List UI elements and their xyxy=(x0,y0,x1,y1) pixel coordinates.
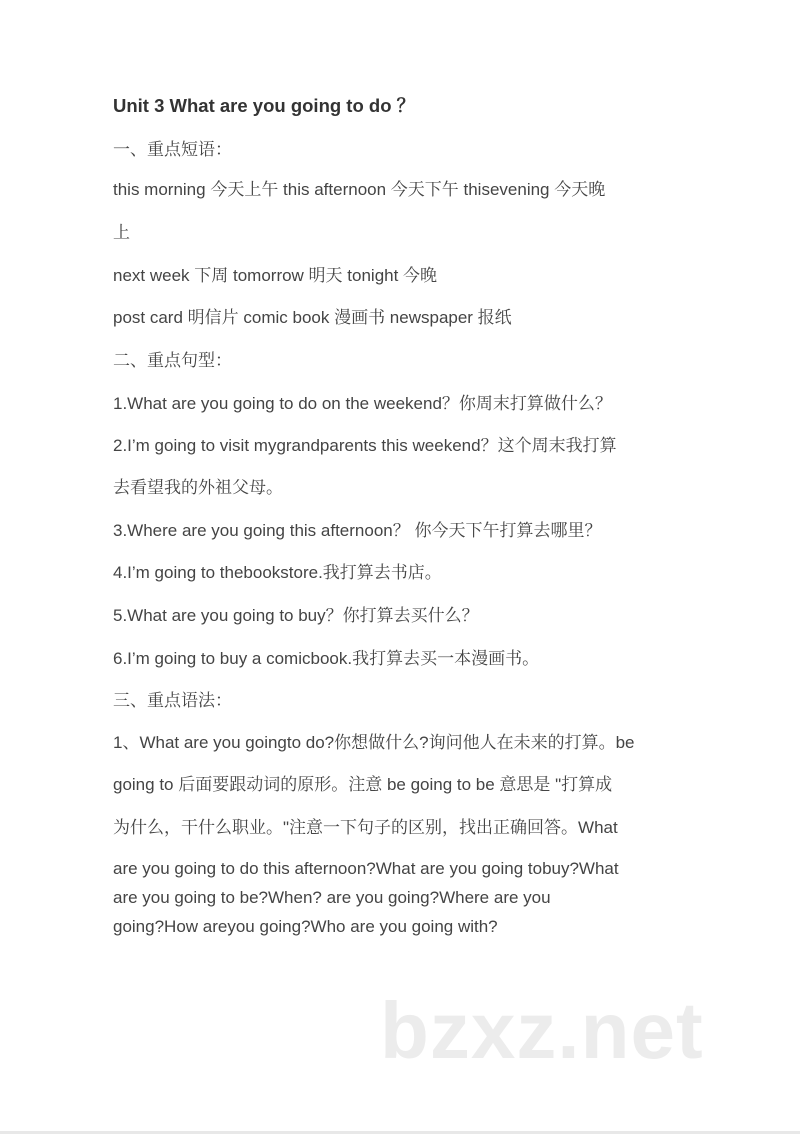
section-heading-grammar: 三、重点语法： xyxy=(113,691,232,710)
phrase-line: next week 下周 tomorrow 明天 tonight 今晚 xyxy=(113,266,438,285)
section-heading-phrases: 一、重点短语： xyxy=(113,140,232,159)
grammar-line: going?How areyou going?Who are you going with? xyxy=(113,917,498,936)
page-title: Unit 3 What are you going to do ？ xyxy=(113,95,416,116)
grammar-line: are you going to do this afternoon?What are you going tobuy?What xyxy=(113,859,619,878)
sentence-line: 2.I’m going to visit mygrandparents this weekend？这个周末我打算 xyxy=(113,436,617,455)
phrase-line: post card 明信片 comic book 漫画书 newspaper 报纸 xyxy=(113,308,512,327)
sentence-line: 去看望我的外祖父母。 xyxy=(113,478,283,497)
grammar-line: going to 后面要跟动词的原形。注意 be going to be 意思是 "打算成 xyxy=(113,775,613,794)
grammar-line: are you going to be?When? are you going?Where are you xyxy=(113,888,551,907)
sentence-line: 3.Where are you going this afternoon？ 你今天下午打算去哪里？ xyxy=(113,521,602,540)
grammar-line: 为什么，干什么职业。"注意一下句子的区别，找出正确回答。What xyxy=(113,818,618,837)
sentence-line: 1.What are you going to do on the weekend？你周末打算做什么？ xyxy=(113,394,612,413)
phrase-line: this morning 今天上午 this afternoon 今天下午 thisevening 今天晚 xyxy=(113,180,606,199)
sentence-line: 5.What are you going to buy？你打算去买什么？ xyxy=(113,606,479,625)
phrase-line: 上 xyxy=(113,223,130,242)
sentence-line: 6.I’m going to buy a comicbook.我打算去买一本漫画书。 xyxy=(113,649,540,668)
sentence-line: 4.I’m going to thebookstore.我打算去书店。 xyxy=(113,563,442,582)
grammar-line: 1、What are you goingto do?你想做什么?询问他人在未来的打算。be xyxy=(113,733,635,752)
watermark: bzxz.net xyxy=(380,986,704,1075)
section-heading-sentences: 二、重点句型： xyxy=(113,351,232,370)
